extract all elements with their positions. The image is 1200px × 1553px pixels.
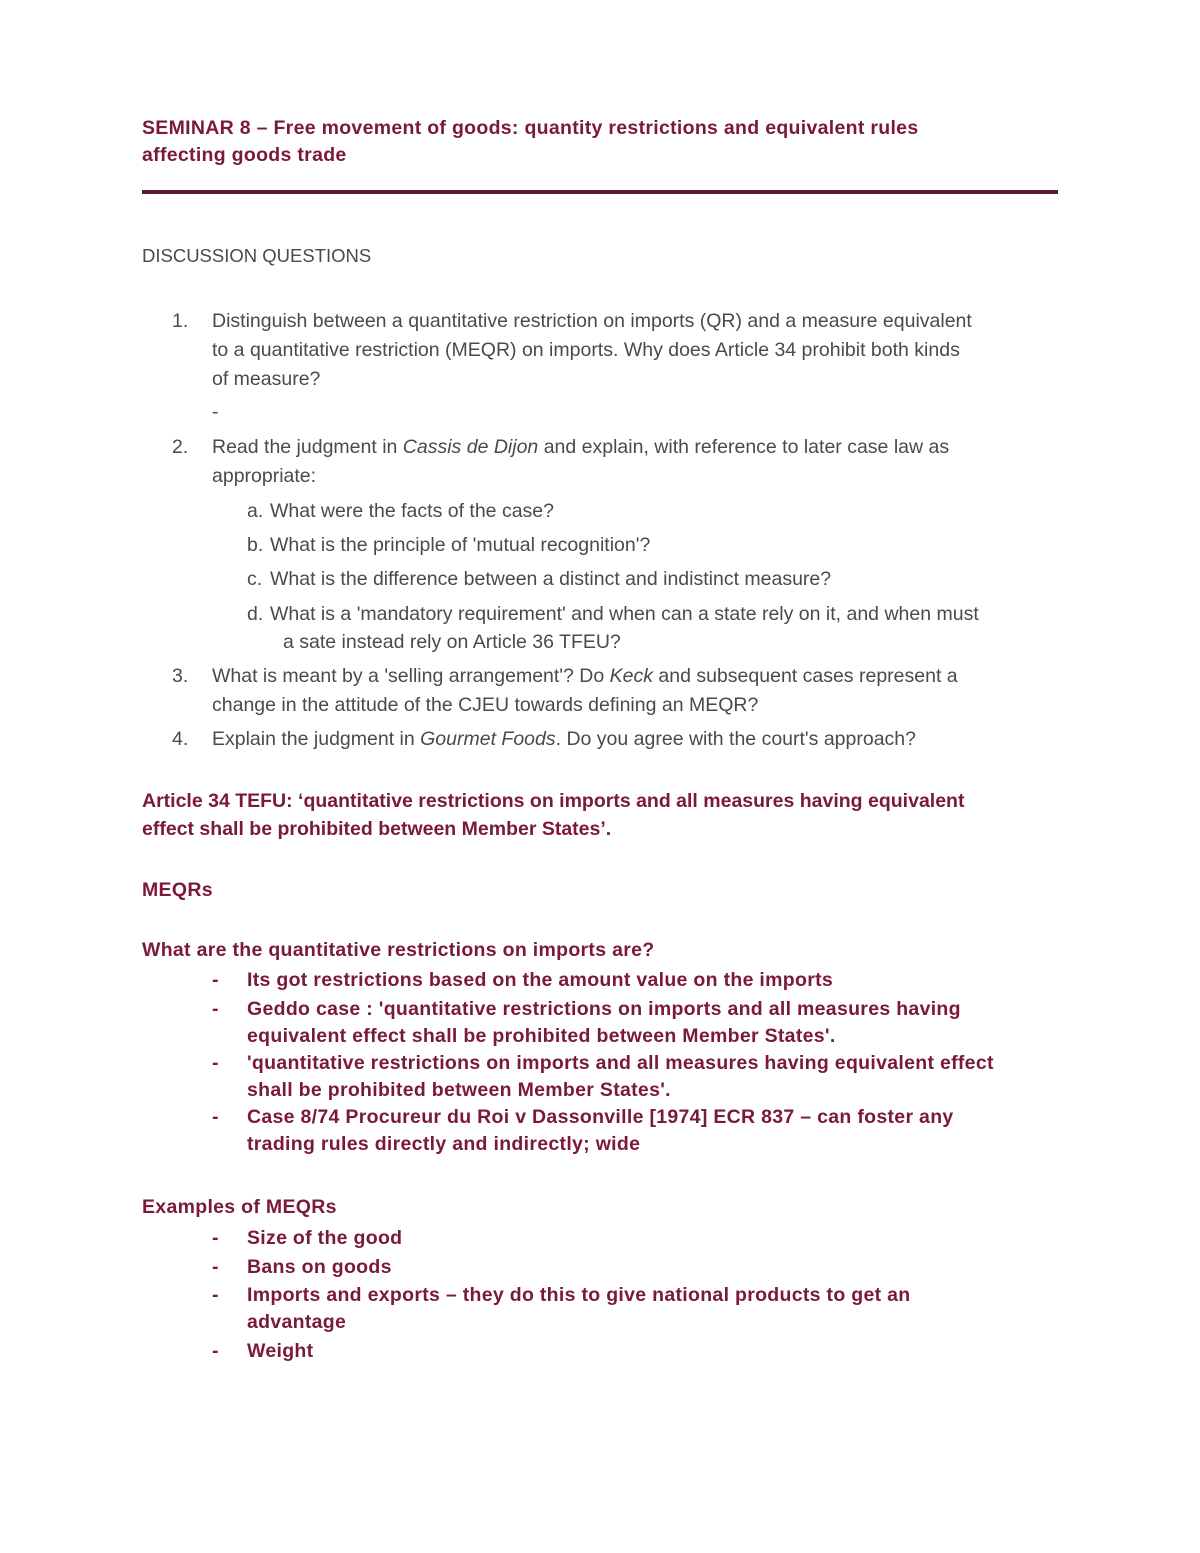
bullet-line: Geddo case : 'quantitative restrictions on imports and all measures having xyxy=(247,998,961,1020)
bullet-line: Case 8/74 Procureur du Roi v Dassonville [1974] ECR 837 – can foster any xyxy=(247,1106,954,1128)
bullet-text xyxy=(247,1254,1067,1281)
bullet-text xyxy=(247,1104,1067,1158)
bullet-dash: - xyxy=(212,1106,219,1128)
question-line: Distinguish between a quantitative restriction on imports (QR) and a measure equivalent xyxy=(212,310,972,332)
sub-question-text: What were the facts of the case? xyxy=(270,500,554,522)
bullet-line: trading rules directly and indirectly; wide xyxy=(247,1133,641,1155)
sub-question-letter: d. xyxy=(247,603,264,625)
bullet-dash: - xyxy=(212,1340,219,1362)
question-number: 2. xyxy=(172,436,189,458)
sub-question-letter: b. xyxy=(247,534,264,556)
question-text xyxy=(212,725,1062,754)
question-text-part: What is meant by a 'selling arrangement'? Do xyxy=(212,665,610,687)
question-text xyxy=(212,662,1062,720)
question-text-part: and subsequent cases represent a xyxy=(653,665,958,687)
bullet-text xyxy=(247,1282,1067,1336)
question-line: to a quantitative restriction (MEQR) on imports. Why does Article 34 prohibit both kinds xyxy=(212,339,960,361)
question-text-part: Explain the judgment in xyxy=(212,728,421,750)
bullet-text xyxy=(247,1225,1067,1252)
bullet-text xyxy=(247,1338,1067,1365)
examples-heading: Examples of MEQRs xyxy=(142,1196,337,1218)
question-line: appropriate: xyxy=(212,465,317,487)
bullet-dash: - xyxy=(212,969,219,991)
discussion-questions-heading: DISCUSSION QUESTIONS xyxy=(142,245,372,266)
bullet-text xyxy=(247,996,1067,1050)
bullet-text xyxy=(247,967,1067,994)
bullet-dash: - xyxy=(212,1052,219,1074)
bullet-line: Bans on goods xyxy=(247,1256,392,1278)
question-text xyxy=(212,307,1062,430)
bullet-dash: - xyxy=(212,1256,219,1278)
sub-question-text: a sate instead rely on Article 36 TFEU? xyxy=(283,631,621,653)
bullet-dash: - xyxy=(212,998,219,1020)
sub-question-text: What is the difference between a distinct and indistinct measure? xyxy=(270,568,832,590)
bullet-text xyxy=(247,1050,1067,1104)
question-text xyxy=(212,433,1062,491)
case-name: Gourmet Foods xyxy=(420,728,556,750)
quantitative-restrictions-question: What are the quantitative restrictions on imports are? xyxy=(142,939,655,961)
question-text-part: and explain, with reference to later case law as xyxy=(538,436,950,458)
question-line: of measure? xyxy=(212,368,321,390)
question-number: 3. xyxy=(172,665,189,687)
seminar-title xyxy=(142,115,1042,169)
bullet-line: Size of the good xyxy=(247,1227,403,1249)
answer-dash: - xyxy=(212,401,219,423)
bullet-dash: - xyxy=(212,1227,219,1249)
sub-question-text: What is a 'mandatory requirement' and when can a state rely on it, and when must xyxy=(270,603,979,625)
title-line-1: SEMINAR 8 – Free movement of goods: quantity restrictions and equivalent rules xyxy=(142,117,919,139)
case-name: Cassis de Dijon xyxy=(402,436,539,458)
title-divider xyxy=(142,190,1058,194)
article-line: effect shall be prohibited between Member States’. xyxy=(142,818,612,840)
bullet-dash: - xyxy=(212,1284,219,1306)
question-number: 1. xyxy=(172,310,189,332)
bullet-line: 'quantitative restrictions on imports and all measures having equivalent effect xyxy=(247,1052,994,1074)
bullet-line: shall be prohibited between Member States'. xyxy=(247,1079,671,1101)
bullet-line: advantage xyxy=(247,1311,347,1333)
question-line xyxy=(212,433,1062,462)
sub-question-letter: c. xyxy=(247,568,263,590)
sub-question-letter: a. xyxy=(247,500,264,522)
question-text-part: . Do you agree with the court's approach? xyxy=(555,728,916,750)
bullet-line: equivalent effect shall be prohibited between Member States'. xyxy=(247,1025,836,1047)
question-number: 4. xyxy=(172,728,189,750)
question-line xyxy=(212,662,1062,691)
article-34-quote xyxy=(142,787,1072,843)
title-line-2: affecting goods trade xyxy=(142,144,347,166)
bullet-line: Its got restrictions based on the amount value on the imports xyxy=(247,969,834,991)
case-name: Keck xyxy=(609,665,653,687)
question-line: change in the attitude of the CJEU towards defining an MEQR? xyxy=(212,694,759,716)
article-line: Article 34 TEFU: ‘quantitative restrictions on imports and all measures having equivalent xyxy=(142,790,965,812)
sub-question-text: What is the principle of 'mutual recognition'? xyxy=(270,534,651,556)
bullet-line: Imports and exports – they do this to give national products to get an xyxy=(247,1284,911,1306)
bullet-line: Weight xyxy=(247,1340,314,1362)
meqrs-heading: MEQRs xyxy=(142,879,213,901)
question-text-part: Read the judgment in xyxy=(212,436,403,458)
